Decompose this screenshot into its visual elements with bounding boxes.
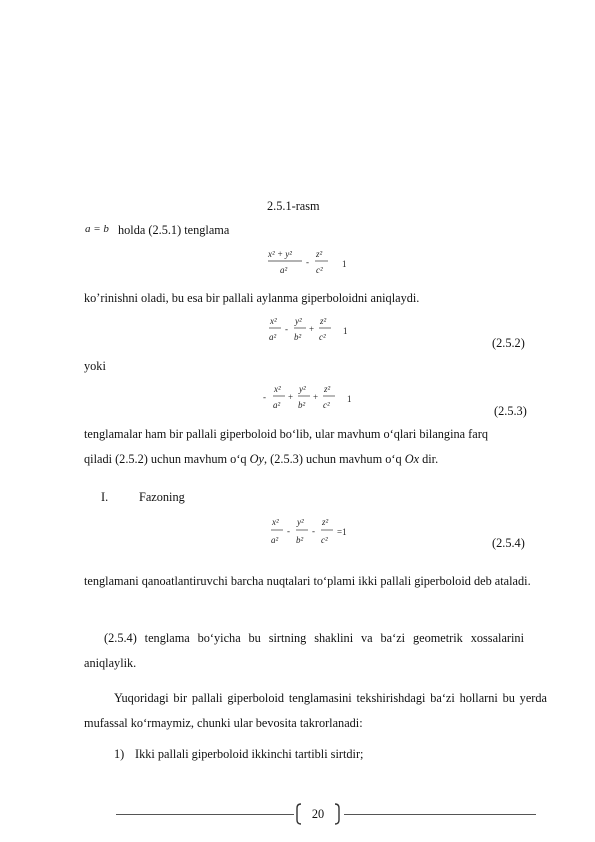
eq-252-numerator-2: y² (295, 316, 302, 326)
paragraph-4: tenglamani qanoatlantiruvchi barcha nuqtalari to‘plami ikki pallali giperboloid deb ataladi. (84, 574, 531, 588)
eq-253-operator-1: + (288, 392, 294, 402)
equation-2-5-4 (268, 514, 358, 550)
condition-formula (84, 220, 114, 236)
eq-254-operator-1: - (287, 526, 290, 536)
equation-2-5-2 (266, 313, 356, 347)
eq-253-denominator-1: a² (273, 400, 281, 410)
eq-252-operator-1: - (285, 324, 288, 334)
eq-253-leading-minus: - (263, 392, 266, 402)
eq-a-denominator-1: a² (280, 265, 288, 275)
axis-oy: Oy (249, 452, 264, 466)
eq-254-denominator-3: c² (321, 535, 328, 545)
eq-254-numerator-3: z² (322, 517, 329, 527)
eq-a-numerator-2: z² (316, 249, 323, 259)
footer-rule-right (344, 814, 536, 815)
list-item-1-number: 1) (114, 747, 125, 761)
para3-text-a: qiladi (2.5.2) uchun mavhum o‘q (84, 452, 250, 466)
para3-text-c: dir. (419, 452, 439, 466)
figure-caption: 2.5.1-rasm (267, 199, 320, 213)
eq-254-denominator-2: b² (296, 535, 304, 545)
eq-a-numerator-1: x² + y² (268, 249, 292, 259)
eq-253-numerator-3: z² (324, 384, 331, 394)
eq-254-operator-2: - (312, 526, 315, 536)
paragraph-3-line-2 (84, 451, 438, 467)
eq-252-operator-2: + (309, 324, 315, 334)
paragraph-3-line-1: tenglamalar ham bir pallali giperboloid bo‘lib, ular mavhum o‘qlari bilangina farq (84, 427, 488, 441)
eq-253-denominator-3: c² (323, 400, 330, 410)
eq-254-denominator-1: a² (271, 535, 279, 545)
eq-253-operator-2: + (313, 392, 319, 402)
para3-text-b: , (2.5.3) uchun mavhum o‘q (263, 452, 405, 466)
paragraph-6: Yuqoridagi bir pallali giperboloid tenglamasini tekshirishdagi ba‘zi hollarni bu yerda mufassal ko‘rmaymiz, chunki ular bevosita takrorlanadi: (84, 691, 547, 730)
footer-rule-left (116, 814, 294, 815)
eq-252-denominator-2: b² (294, 332, 302, 342)
eq-254-numerator-1: x² (272, 517, 279, 527)
equation-number-2-5-2: (2.5.2) (492, 336, 525, 350)
eq-a-operator: - (306, 257, 309, 267)
section-title: Fazoning (139, 490, 185, 504)
eq-254-rhs: =1 (337, 527, 347, 537)
axis-ox: Ox (404, 452, 420, 466)
paragraph-5: (2.5.4) tenglama bo‘yicha bu sirtning shaklini va ba‘zi geometrik xossalarini aniqlaylik. (84, 631, 524, 670)
equation-rotation-hyperboloid (266, 246, 356, 280)
equation-number-2-5-4: (2.5.4) (492, 536, 525, 550)
paragraph-2: ko’rinishni oladi, bu esa bir pallali aylanma giperboloidni aniqlaydi. (84, 291, 420, 305)
list-item-1: Ikki pallali giperboloid ikkinchi tartibli sirtdir; (135, 747, 364, 761)
eq-252-numerator-1: x² (270, 316, 277, 326)
eq-253-rhs: 1 (347, 394, 352, 404)
eq-253-numerator-2: y² (299, 384, 306, 394)
footer-bracket-left (296, 803, 302, 825)
eq-252-denominator-3: c² (319, 332, 326, 342)
eq-253-denominator-2: b² (298, 400, 306, 410)
eq-a-denominator-2: c² (316, 265, 323, 275)
eq-253-numerator-1: x² (274, 384, 281, 394)
equation-number-2-5-3: (2.5.3) (494, 404, 527, 418)
paragraph-1-text: holda (2.5.1) tenglama (118, 223, 230, 237)
footer-bracket-right (334, 803, 340, 825)
page-number: 20 (311, 807, 325, 821)
eq-252-denominator-1: a² (269, 332, 277, 342)
equation-2-5-3 (262, 381, 357, 415)
section-number: I. (101, 490, 109, 504)
word-yoki: yoki (84, 359, 106, 373)
condition-text: a = b (85, 223, 109, 235)
eq-a-rhs: 1 (342, 259, 347, 269)
eq-252-numerator-3: z² (320, 316, 327, 326)
eq-254-numerator-2: y² (297, 517, 304, 527)
eq-252-rhs: 1 (343, 326, 348, 336)
